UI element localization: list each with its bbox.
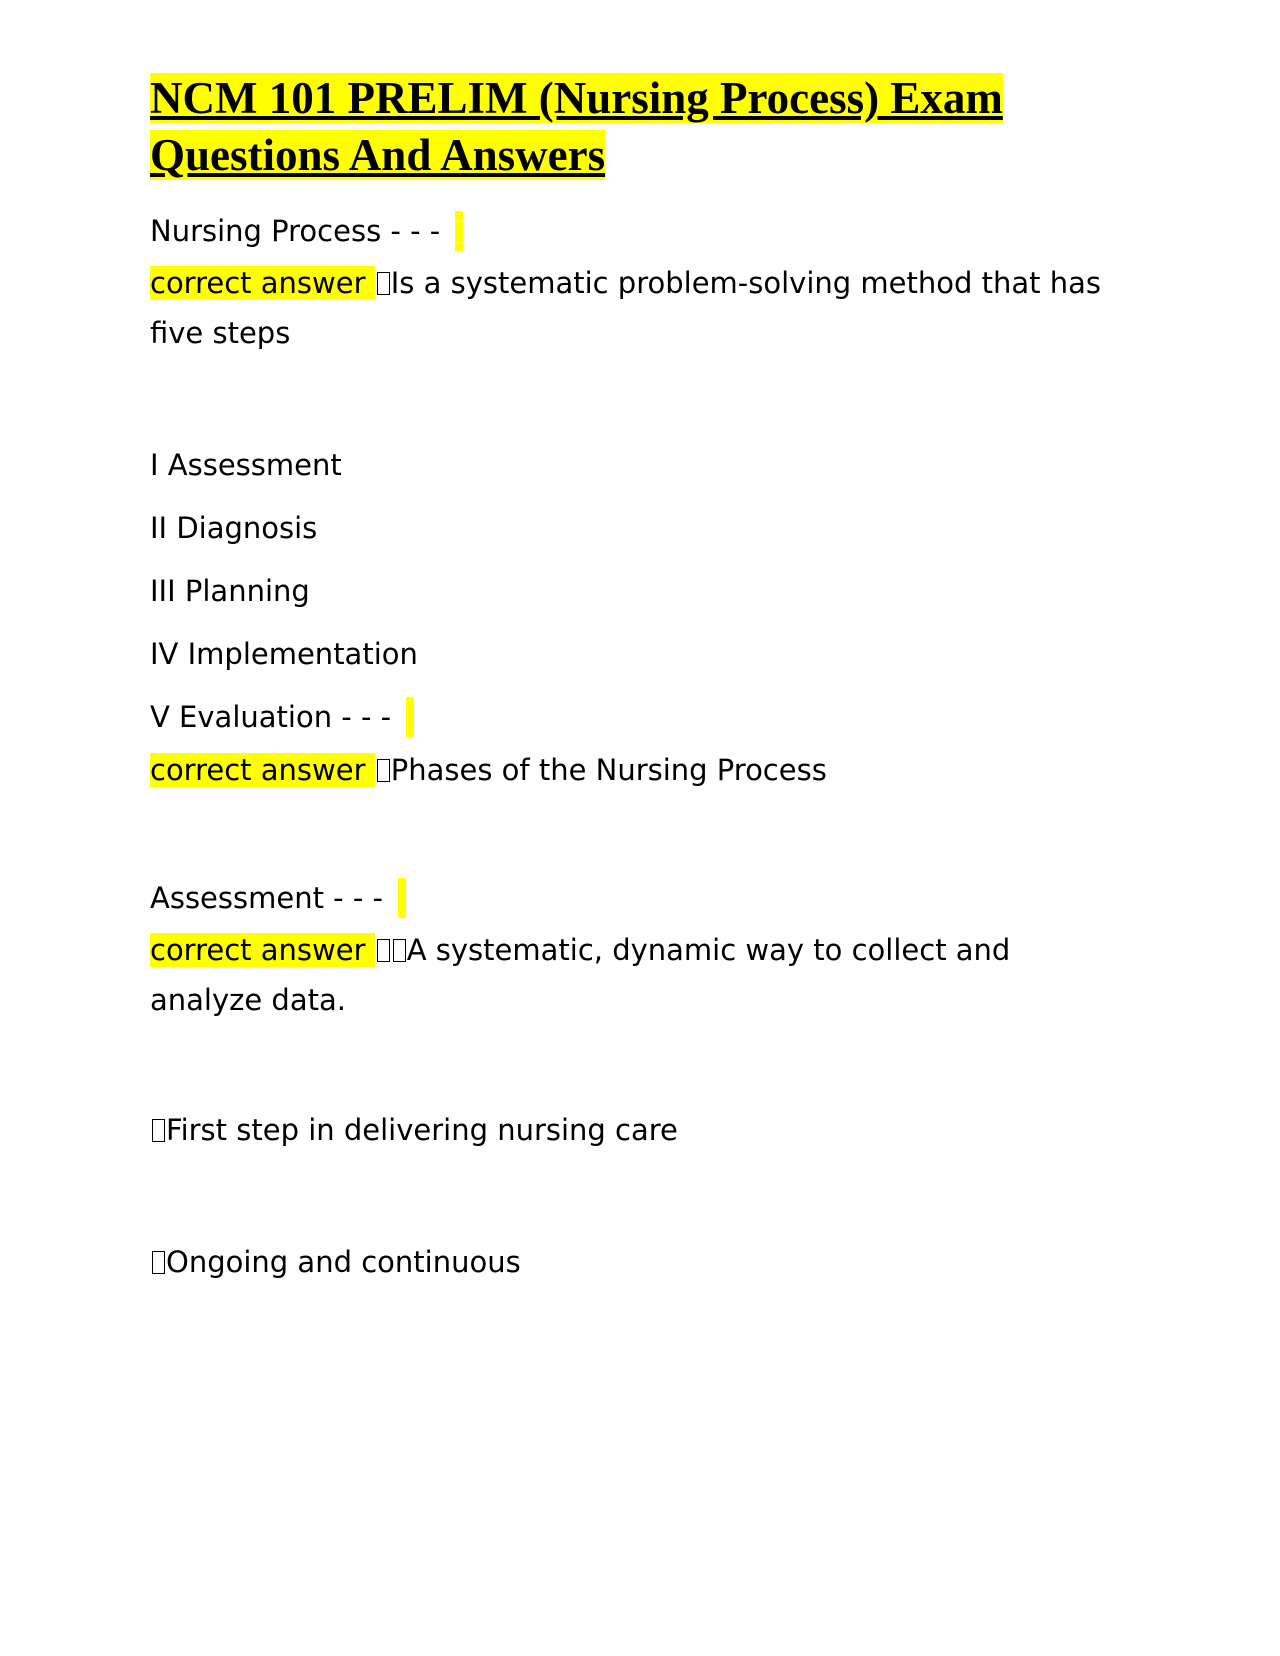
answer-text: Is a systematic problem-solving method that has five steps: [150, 266, 1101, 350]
document-page: [150, 70, 1130, 1287]
answer-text: A systematic, dynamic way to collect and analyze data.: [150, 933, 1011, 1017]
question-term: Nursing Process - - -: [150, 214, 450, 248]
answer-nursing-process: [150, 258, 1130, 358]
missing-glyph-icon: [152, 1119, 165, 1142]
document-title: [150, 70, 1130, 184]
highlight-marker: [455, 211, 463, 251]
question-phases: [150, 686, 1130, 749]
correct-answer-label: correct answer: [150, 753, 375, 787]
step-item: I Assessment: [150, 448, 342, 482]
step-item: III Planning: [150, 574, 310, 608]
answer-text: Phases of the Nursing Process: [390, 753, 827, 787]
question-nursing-process: [150, 206, 1130, 256]
question-term: V Evaluation - - -: [150, 700, 401, 734]
title-line-1: NCM 101 PRELIM (Nursing Process) Exam: [150, 73, 1003, 123]
missing-glyph-icon: [377, 939, 390, 962]
question-term: Assessment - - -: [150, 881, 393, 915]
correct-answer-label: correct answer: [150, 266, 375, 300]
missing-glyph-icon: [393, 939, 406, 962]
answer-assessment: [150, 925, 1130, 1025]
missing-glyph-icon: [377, 759, 390, 782]
highlight-marker: [398, 878, 406, 918]
missing-glyph-icon: [377, 272, 390, 295]
highlight-marker: [406, 697, 414, 737]
step-item: II Diagnosis: [150, 511, 318, 545]
answer-phases: [150, 745, 1130, 795]
correct-answer-label: correct answer: [150, 933, 375, 967]
bullet-item: [150, 1237, 1130, 1287]
question-assessment: [150, 873, 1130, 923]
bullet-text: First step in delivering nursing care: [166, 1113, 678, 1147]
step-item: IV Implementation: [150, 637, 418, 671]
missing-glyph-icon: [152, 1251, 165, 1274]
title-line-2: Questions And Answers: [150, 130, 606, 180]
bullet-text: Ongoing and continuous: [166, 1245, 521, 1279]
bullet-item: [150, 1105, 1130, 1155]
